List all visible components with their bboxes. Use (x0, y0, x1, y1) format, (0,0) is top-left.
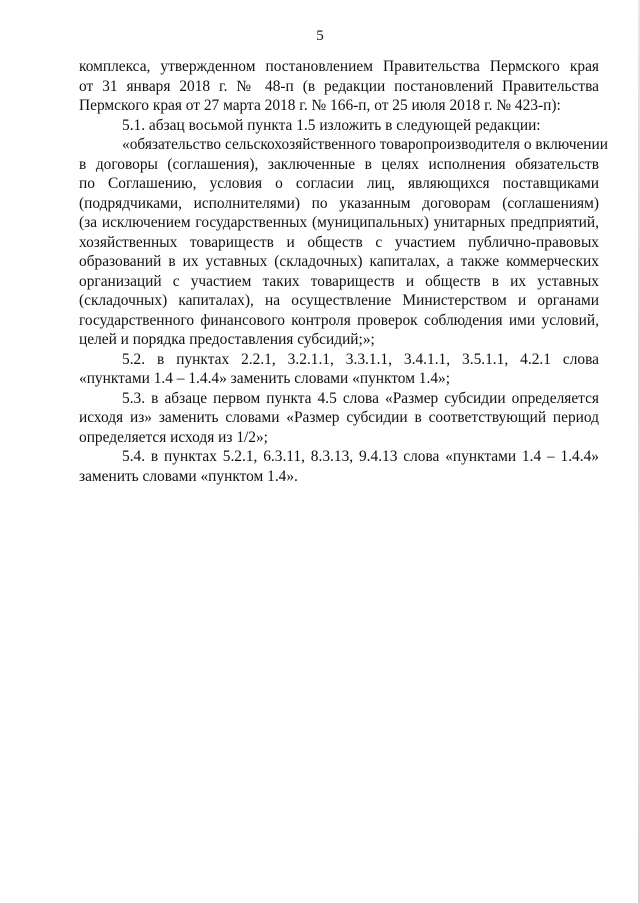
text-line: (за исключением государственных (муниципальных) унитарных предприятий, (79, 214, 599, 231)
text-line: определяется исходя из 1/2»; (79, 428, 268, 446)
paragraph-5-1 (79, 116, 599, 136)
text-line: хозяйственных товариществ и обществ с участием публично-правовых (79, 233, 599, 251)
text-line: 5.1. абзац восьмой пункта 1.5 изложить в следующей редакции: (122, 116, 541, 134)
text-line: Пермского края от 27 марта 2018 г. № 166-п, от 25 июля 2018 г. № 423-п): (79, 97, 561, 114)
text-line: 5.4. в пунктах 5.2.1, 6.3.11, 8.3.13, 9.4.13 слова «пунктами 1.4 – 1.4.4» (122, 448, 599, 465)
text-line: комплекса, утвержденном постановлением Правительства Пермского края (79, 58, 599, 75)
document-body (79, 57, 608, 486)
text-line: 5.3. в абзаце первом пункта 4.5 слова «Размер субсидии определяется (122, 389, 599, 407)
text-line: «пунктами 1.4 – 1.4.4» заменить словами «пунктом 1.4»; (79, 370, 450, 387)
text-line: целей и порядка предоставления субсидий;»; (79, 331, 375, 348)
text-line: исходя из» заменить словами «Размер субсидии в соответствующий период (79, 409, 599, 426)
text-line: заменить словами «пунктом 1.4». (79, 467, 298, 485)
text-line: 5.2. в пунктах 2.2.1, 3.2.1.1, 3.3.1.1, 3.4.1.1, 3.5.1.1, 4.2.1 слова (122, 350, 599, 368)
text-line: «обязательство сельскохозяйственного товаропроизводителя о включении (122, 136, 608, 153)
text-line: (подрядчиками, исполнителями) по указанным договорам (соглашениям) (79, 194, 599, 212)
text-line: в договоры (соглашения), заключенные в целях исполнения обязательств (79, 155, 599, 173)
paragraph-intro (79, 57, 599, 116)
text-line: государственного финансового контроля проверок соблюдения ими условий, (79, 311, 599, 329)
page-number: 5 (316, 28, 324, 44)
paragraph-5-4 (79, 447, 599, 486)
text-line: организаций с участием таких товариществ и обществ в их уставных (79, 272, 599, 290)
paragraph-quoted-text (79, 135, 608, 350)
paragraph-5-2 (79, 350, 599, 389)
text-line: по Соглашению, условия о согласии лиц, являющихся поставщиками (79, 175, 599, 192)
text-line: от 31 января 2018 г. № 48-п (в редакции постановлений Правительства (79, 77, 599, 95)
paragraph-5-3 (79, 389, 599, 448)
text-line: (складочных) капиталах), на осуществление Министерством и органами (79, 292, 599, 309)
text-line: образований в их уставных (складочных) капиталах, а также коммерческих (79, 253, 599, 270)
